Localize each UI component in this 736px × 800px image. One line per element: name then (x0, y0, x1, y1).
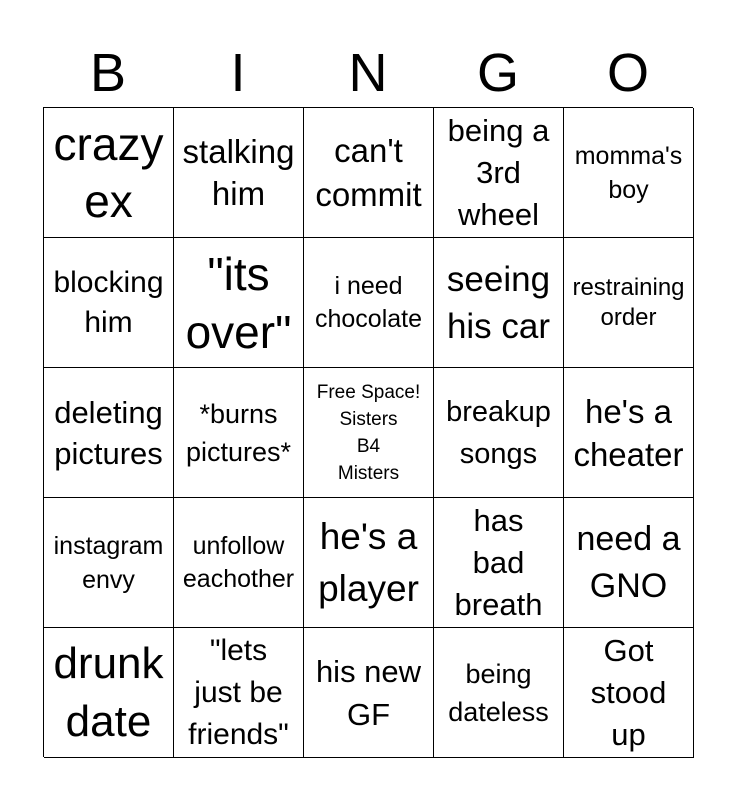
bingo-cell[interactable]: being dateless (434, 628, 564, 758)
bingo-cell free-space[interactable]: Free Space! Sisters B4 Misters (304, 368, 434, 498)
bingo-cell[interactable]: "lets just be friends" (174, 628, 304, 758)
bingo-cell[interactable]: *burns pictures* (174, 368, 304, 498)
bingo-grid (43, 107, 693, 757)
bingo-cell[interactable]: Got stood up (564, 628, 694, 758)
header-letter-b: B (89, 43, 127, 103)
bingo-cell[interactable]: i need chocolate (304, 238, 434, 368)
bingo-cell[interactable]: momma's boy (564, 108, 694, 238)
bingo-cell[interactable]: he's a player (304, 498, 434, 628)
bingo-cell[interactable]: seeing his car (434, 238, 564, 368)
header-letter-g: G (476, 43, 519, 103)
header-letter-n: N (348, 43, 388, 103)
bingo-cell[interactable]: breakup songs (434, 368, 564, 498)
header-letter-o: O (606, 43, 649, 103)
bingo-cell[interactable]: restraining order (564, 238, 694, 368)
bingo-cell[interactable]: he's a cheater (564, 368, 694, 498)
bingo-cell[interactable]: blocking him (44, 238, 174, 368)
bingo-cell[interactable]: has bad breath (434, 498, 564, 628)
bingo-cell[interactable]: can't commit (304, 108, 434, 238)
bingo-cell[interactable]: deleting pictures (44, 368, 174, 498)
bingo-cell[interactable]: being a 3rd wheel (434, 108, 564, 238)
bingo-cell[interactable]: stalking him (174, 108, 304, 238)
header-letter-i: I (230, 43, 246, 103)
bingo-cell[interactable]: need a GNO (564, 498, 694, 628)
bingo-cell[interactable]: drunk date (44, 628, 174, 758)
bingo-cell[interactable]: instagram envy (44, 498, 174, 628)
bingo-cell[interactable]: crazy ex (44, 108, 174, 238)
bingo-cell[interactable]: his new GF (304, 628, 434, 758)
bingo-cell[interactable]: unfollow eachother (174, 498, 304, 628)
bingo-cell[interactable]: "its over" (174, 238, 304, 368)
bingo-header (43, 38, 693, 108)
